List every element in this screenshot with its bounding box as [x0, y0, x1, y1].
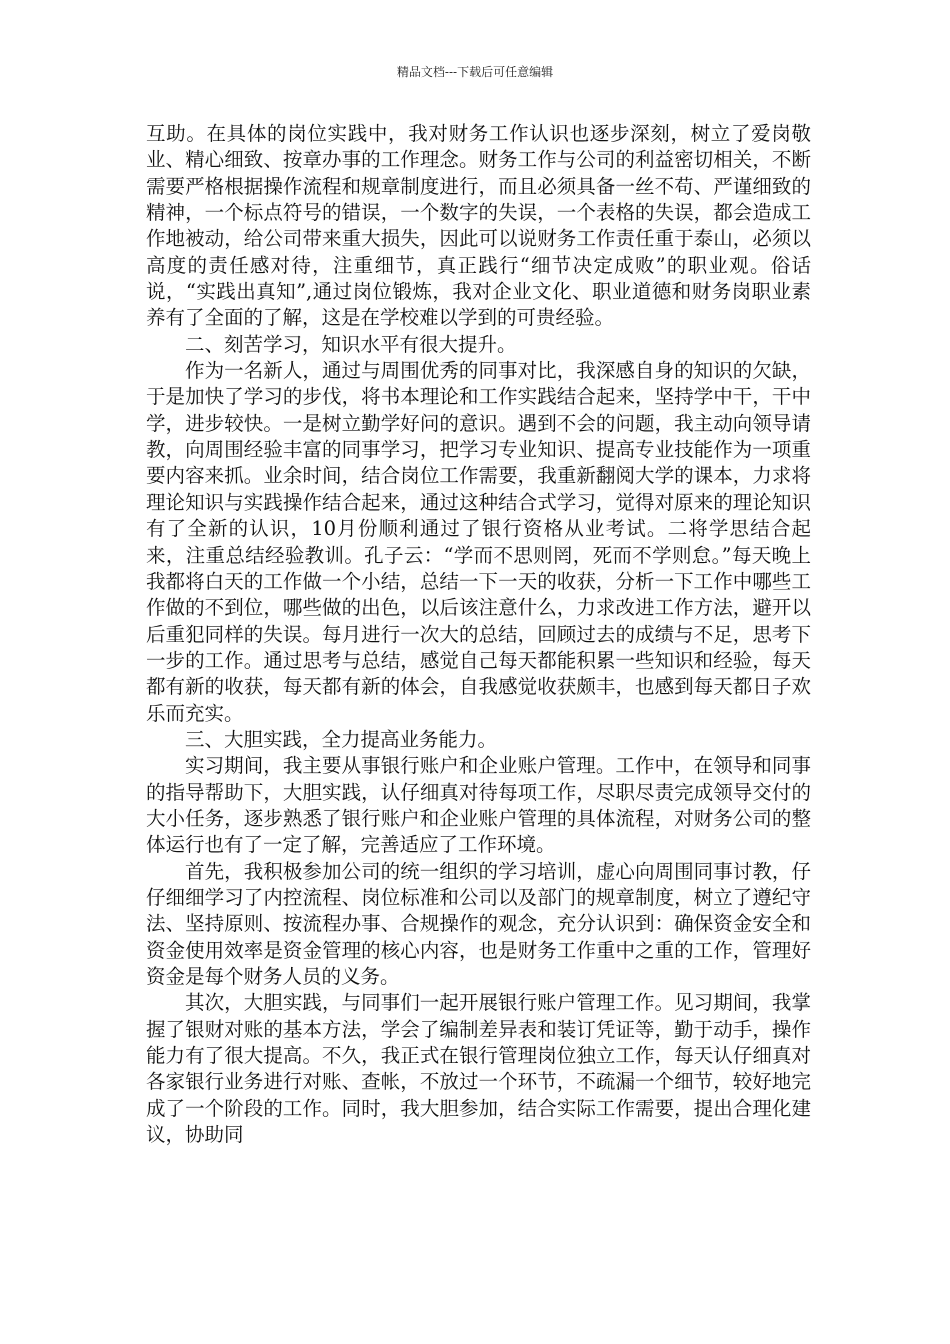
section-heading-3: 三、大胆实践，全力提高业务能力。 [185, 727, 498, 751]
document-body [146, 121, 811, 1148]
page-header: 精品文档---下载后可任意编辑 [396, 65, 554, 79]
paragraph-study: 作为一名新人，通过与周围优秀的同事对比，我深感自身的知识的欠缺，于是加快了学习的步伐，将书本理论和工作实践结合起来，坚持学中干，干中学，进步较快。一是树立勤学好问的意识。遇到不会的问题，我主动向领导请教，向周围经验丰富的同事学习，把学习专业知识、提高专业技能作为一项重要内容来抓。业余时间，结合岗位工作需要，我重新翻阅大学的课本，力求将理论知识与实践操作结合起来，通过这种结合式学习，觉得对原来的理论知识有了全新的认识，10月份顺利通过了银行资格从业考试。二将学思结合起来，注重总结经验教训。孔子云：“学而不思则罔，死而不学则怠。”每天晚上我都将白天的工作做一个小结，总结一下一天的收获，分析一下工作中哪些工作做的不到位，哪些做的出色，以后该注意什么，力求改进工作方法，避开以后重犯同样的失误。每月进行一次大的总结，回顾过去的成绩与不足，思考下一步的工作。通过思考与总结，感觉自己每天都能积累一些知识和经验，每天都有新的收获，每天都有新的体会，自我感觉收获颇丰，也感到每天都日子欢乐而充实。 [146, 359, 811, 725]
paragraph-first: 首先，我积极参加公司的统一组织的学习培训，虚心向周围同事讨教，仔仔细细学习了内控流程、岗位标准和公司以及部门的规章制度，树立了遵纪守法、坚持原则、按流程办事、合规操作的观念，充分认识到：确保资金安全和资金使用效率是资金管理的核心内容，也是财务工作重中之重的工作，管理好资金是每个财务人员的义务。 [146, 859, 811, 988]
paragraph-continuation: 互助。在具体的岗位实践中，我对财务工作认识也逐步深刻，树立了爱岗敬业、精心细致、按章办事的工作理念。财务工作与公司的利益密切相关，不断需要严格根据操作流程和规章制度进行，而且必须具备一丝不苟、严谨细致的精神，一个标点符号的错误，一个数字的失误，一个表格的失误，都会造成工作地被动，给公司带来重大损失，因此可以说财务工作责任重于泰山，必须以高度的责任感对待，注重细节，真正践行“细节决定成败”的职业观。俗话说，“实践出真知”,通过岗位锻炼，我对企业文化、职业道德和财务岗职业素养有了全面的了解，这是在学校难以学到的可贵经验。 [146, 122, 811, 330]
section-heading-2: 二、刻苦学习，知识水平有很大提升。 [185, 332, 517, 356]
paragraph-second: 其次，大胆实践，与同事们一起开展银行账户管理工作。见习期间，我掌握了银财对账的基本方法，学会了编制差异表和装订凭证等，勤于动手，操作能力有了很大提高。不久，我正式在银行管理岗位独立工作，每天认仔细真对各家银行业务进行对账、查帐，不放过一个环节，不疏漏一个细节，较好地完成了一个阶段的工作。同时，我大胆参加，结合实际工作需要，提出合理化建议，协助同 [146, 991, 811, 1147]
paragraph-practice-intro: 实习期间，我主要从事银行账户和企业账户管理。工作中，在领导和同事的指导帮助下，大胆实践，认仔细真对待每项工作，尽职尽责完成领导交付的大小任务，逐步熟悉了银行账户和企业账户管理的具体流程，对财务公司的整体运行也有了一定了解，完善适应了工作环境。 [146, 754, 811, 857]
